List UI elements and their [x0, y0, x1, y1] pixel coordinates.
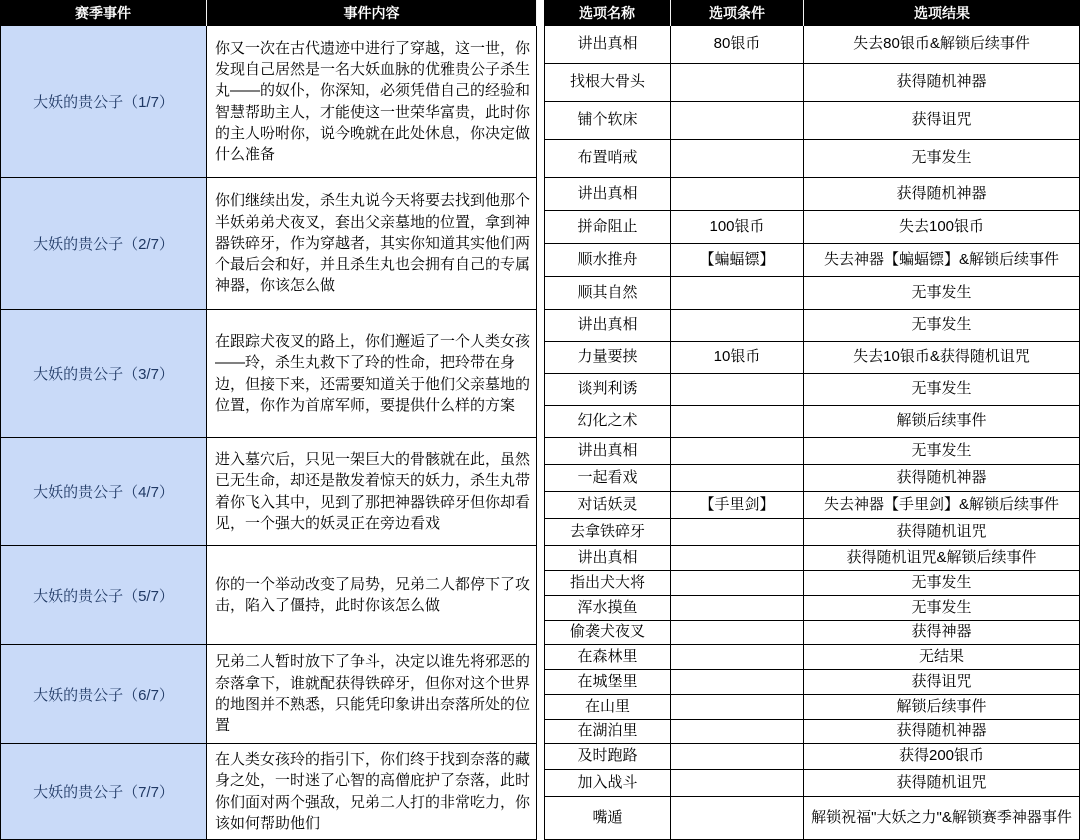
option-result-cell: 获得诅咒 [804, 102, 1080, 140]
option-result-cell: 解锁后续事件 [804, 695, 1080, 720]
option-row [544, 797, 1080, 840]
option-condition-cell [671, 744, 804, 770]
column-gutter [537, 0, 544, 26]
event-block [0, 178, 1080, 310]
option-name-cell: 加入战斗 [544, 770, 671, 797]
event-name-cell: 大妖的贵公子（3/7） [0, 310, 207, 438]
event-name-cell: 大妖的贵公子（7/7） [0, 744, 207, 840]
option-result-cell: 无结果 [804, 645, 1080, 670]
option-condition-cell [671, 596, 804, 621]
event-options [544, 178, 1080, 310]
option-name-cell: 在湖泊里 [544, 720, 671, 744]
option-name-cell: 讲出真相 [544, 26, 671, 64]
option-name-cell: 对话妖灵 [544, 492, 671, 519]
option-result-cell: 解锁后续事件 [804, 406, 1080, 438]
option-name-cell: 偷袭犬夜叉 [544, 621, 671, 645]
column-header-event-content: 事件内容 [207, 0, 537, 26]
option-result-cell: 无事发生 [804, 374, 1080, 406]
option-result-cell: 解锁祝福"大妖之力"&解锁赛季神器事件 [804, 797, 1080, 840]
option-result-cell: 获得随机神器 [804, 465, 1080, 492]
option-condition-cell [671, 438, 804, 465]
option-result-cell: 失去神器【蝙蝠镖】&解锁后续事件 [804, 244, 1080, 277]
option-condition-cell [671, 178, 804, 211]
option-row [544, 211, 1080, 244]
option-condition-cell [671, 797, 804, 840]
option-name-cell: 找根大骨头 [544, 64, 671, 102]
option-condition-cell [671, 277, 804, 310]
option-name-cell: 拼命阻止 [544, 211, 671, 244]
option-condition-cell [671, 770, 804, 797]
option-row [544, 621, 1080, 645]
option-name-cell: 在城堡里 [544, 670, 671, 695]
option-condition-cell: 10银币 [671, 342, 804, 374]
option-row [544, 342, 1080, 374]
option-name-cell: 顺其自然 [544, 277, 671, 310]
option-row [544, 310, 1080, 342]
column-header-option-result: 选项结果 [804, 0, 1080, 26]
option-result-cell: 无事发生 [804, 438, 1080, 465]
option-name-cell: 去拿铁碎牙 [544, 519, 671, 546]
option-row [544, 406, 1080, 438]
table-body [0, 26, 1080, 840]
event-name-cell: 大妖的贵公子（4/7） [0, 438, 207, 546]
option-row [544, 102, 1080, 140]
option-name-cell: 谈判利诱 [544, 374, 671, 406]
event-block [0, 744, 1080, 840]
option-result-cell: 失去100银币 [804, 211, 1080, 244]
event-options [544, 310, 1080, 438]
column-gutter [537, 26, 544, 178]
event-block [0, 438, 1080, 546]
option-result-cell: 无事发生 [804, 571, 1080, 596]
column-gutter [537, 546, 544, 645]
option-name-cell: 顺水推舟 [544, 244, 671, 277]
event-block [0, 546, 1080, 645]
option-result-cell: 无事发生 [804, 596, 1080, 621]
option-name-cell: 在森林里 [544, 645, 671, 670]
column-header-season-event: 赛季事件 [0, 0, 207, 26]
option-row [544, 519, 1080, 546]
option-condition-cell [671, 571, 804, 596]
option-name-cell: 讲出真相 [544, 438, 671, 465]
option-row [544, 571, 1080, 596]
option-row [544, 720, 1080, 744]
event-options [544, 744, 1080, 840]
event-content-cell: 在跟踪犬夜叉的路上，你们邂逅了一个人类女孩——玲，杀生丸救下了玲的性命，把玲带在身边，但接下来，还需要知道关于他们父亲墓地的位置，你作为首席军师，要提供什么样的方案 [207, 310, 537, 438]
option-name-cell: 铺个软床 [544, 102, 671, 140]
event-name-cell: 大妖的贵公子（1/7） [0, 26, 207, 178]
event-name-cell: 大妖的贵公子（5/7） [0, 546, 207, 645]
event-content-cell: 你的一个举动改变了局势，兄弟二人都停下了攻击，陷入了僵持，此时你该怎么做 [207, 546, 537, 645]
event-content-cell: 你又一次在古代遗迹中进行了穿越，这一世，你发现自己居然是一名大妖血脉的优雅贵公子杀生丸——的奴仆，你深知，必须凭借自己的经验和智慧帮助主人，才能使这一世荣华富贵，此时你的主人吩咐你，说今晚就在此处休息，你决定做什么准备 [207, 26, 537, 178]
event-block [0, 310, 1080, 438]
option-row [544, 492, 1080, 519]
option-name-cell: 力量要挟 [544, 342, 671, 374]
event-block [0, 26, 1080, 178]
option-result-cell: 获得神器 [804, 621, 1080, 645]
option-condition-cell [671, 102, 804, 140]
option-name-cell: 浑水摸鱼 [544, 596, 671, 621]
option-condition-cell [671, 519, 804, 546]
option-result-cell: 获得随机神器 [804, 178, 1080, 211]
option-result-cell: 获得诅咒 [804, 670, 1080, 695]
option-condition-cell [671, 374, 804, 406]
option-condition-cell: 80银币 [671, 26, 804, 64]
option-row [544, 64, 1080, 102]
option-name-cell: 幻化之术 [544, 406, 671, 438]
option-row [544, 374, 1080, 406]
option-result-cell: 获得随机诅咒 [804, 770, 1080, 797]
option-name-cell: 在山里 [544, 695, 671, 720]
option-name-cell: 一起看戏 [544, 465, 671, 492]
option-row [544, 465, 1080, 492]
option-condition-cell [671, 645, 804, 670]
column-gutter [537, 178, 544, 310]
option-condition-cell [671, 621, 804, 645]
option-result-cell: 失去10银币&获得随机诅咒 [804, 342, 1080, 374]
option-row [544, 178, 1080, 211]
option-result-cell: 无事发生 [804, 310, 1080, 342]
event-options [544, 546, 1080, 645]
option-result-cell: 获得随机诅咒&解锁后续事件 [804, 546, 1080, 571]
option-row [544, 744, 1080, 770]
option-result-cell: 无事发生 [804, 140, 1080, 178]
option-condition-cell [671, 140, 804, 178]
option-row [544, 140, 1080, 178]
column-gutter [537, 645, 544, 744]
column-gutter [537, 438, 544, 546]
option-result-cell: 失去80银币&解锁后续事件 [804, 26, 1080, 64]
option-row [544, 546, 1080, 571]
option-name-cell: 布置哨戒 [544, 140, 671, 178]
option-row [544, 770, 1080, 797]
option-condition-cell [671, 546, 804, 571]
option-name-cell: 指出犬大将 [544, 571, 671, 596]
option-result-cell: 无事发生 [804, 277, 1080, 310]
option-row [544, 596, 1080, 621]
option-result-cell: 获得200银币 [804, 744, 1080, 770]
event-name-cell: 大妖的贵公子（2/7） [0, 178, 207, 310]
option-condition-cell: 【蝙蝠镖】 [671, 244, 804, 277]
event-content-cell: 进入墓穴后，只见一架巨大的骨骸就在此，虽然已无生命，却还是散发着惊天的妖力，杀生丸带着你飞入其中，见到了那把神器铁碎牙但你却看见，一个强大的妖灵正在旁边看戏 [207, 438, 537, 546]
option-row [544, 695, 1080, 720]
option-result-cell: 获得随机诅咒 [804, 519, 1080, 546]
column-header-option-name: 选项名称 [544, 0, 671, 26]
event-name-cell: 大妖的贵公子（6/7） [0, 645, 207, 744]
option-row [544, 645, 1080, 670]
option-condition-cell [671, 695, 804, 720]
option-condition-cell [671, 310, 804, 342]
table-header-row [0, 0, 1080, 26]
option-name-cell: 讲出真相 [544, 546, 671, 571]
column-header-option-condition: 选项条件 [671, 0, 804, 26]
option-row [544, 438, 1080, 465]
option-condition-cell: 【手里剑】 [671, 492, 804, 519]
option-condition-cell [671, 720, 804, 744]
column-gutter [537, 310, 544, 438]
option-condition-cell [671, 465, 804, 492]
option-result-cell: 获得随机神器 [804, 720, 1080, 744]
event-content-cell: 兄弟二人暂时放下了争斗，决定以谁先将邪恶的奈落拿下，谁就配获得铁碎牙，但你对这个世界的地图并不熟悉，只能凭印象讲出奈落所处的位置 [207, 645, 537, 744]
event-options [544, 645, 1080, 744]
column-gutter [537, 744, 544, 840]
event-content-cell: 在人类女孩玲的指引下，你们终于找到奈落的藏身之处，一时迷了心智的高僧庇护了奈落，此时你们面对两个强敌，兄弟二人打的非常吃力，你该如何帮助他们 [207, 744, 537, 840]
option-name-cell: 及时跑路 [544, 744, 671, 770]
option-result-cell: 获得随机神器 [804, 64, 1080, 102]
option-condition-cell: 100银币 [671, 211, 804, 244]
event-options [544, 26, 1080, 178]
option-name-cell: 讲出真相 [544, 310, 671, 342]
option-row [544, 670, 1080, 695]
option-condition-cell [671, 670, 804, 695]
option-result-cell: 失去神器【手里剑】&解锁后续事件 [804, 492, 1080, 519]
option-condition-cell [671, 406, 804, 438]
option-row [544, 277, 1080, 310]
option-row [544, 26, 1080, 64]
option-name-cell: 嘴遁 [544, 797, 671, 840]
option-name-cell: 讲出真相 [544, 178, 671, 211]
option-condition-cell [671, 64, 804, 102]
event-options [544, 438, 1080, 546]
option-row [544, 244, 1080, 277]
event-content-cell: 你们继续出发，杀生丸说今天将要去找到他那个半妖弟弟犬夜叉，套出父亲墓地的位置，拿到神器铁碎牙，作为穿越者，其实你知道其实他们两个最后会和好，并且杀生丸也会拥有自己的专属神器，你该怎么做 [207, 178, 537, 310]
event-block [0, 645, 1080, 744]
